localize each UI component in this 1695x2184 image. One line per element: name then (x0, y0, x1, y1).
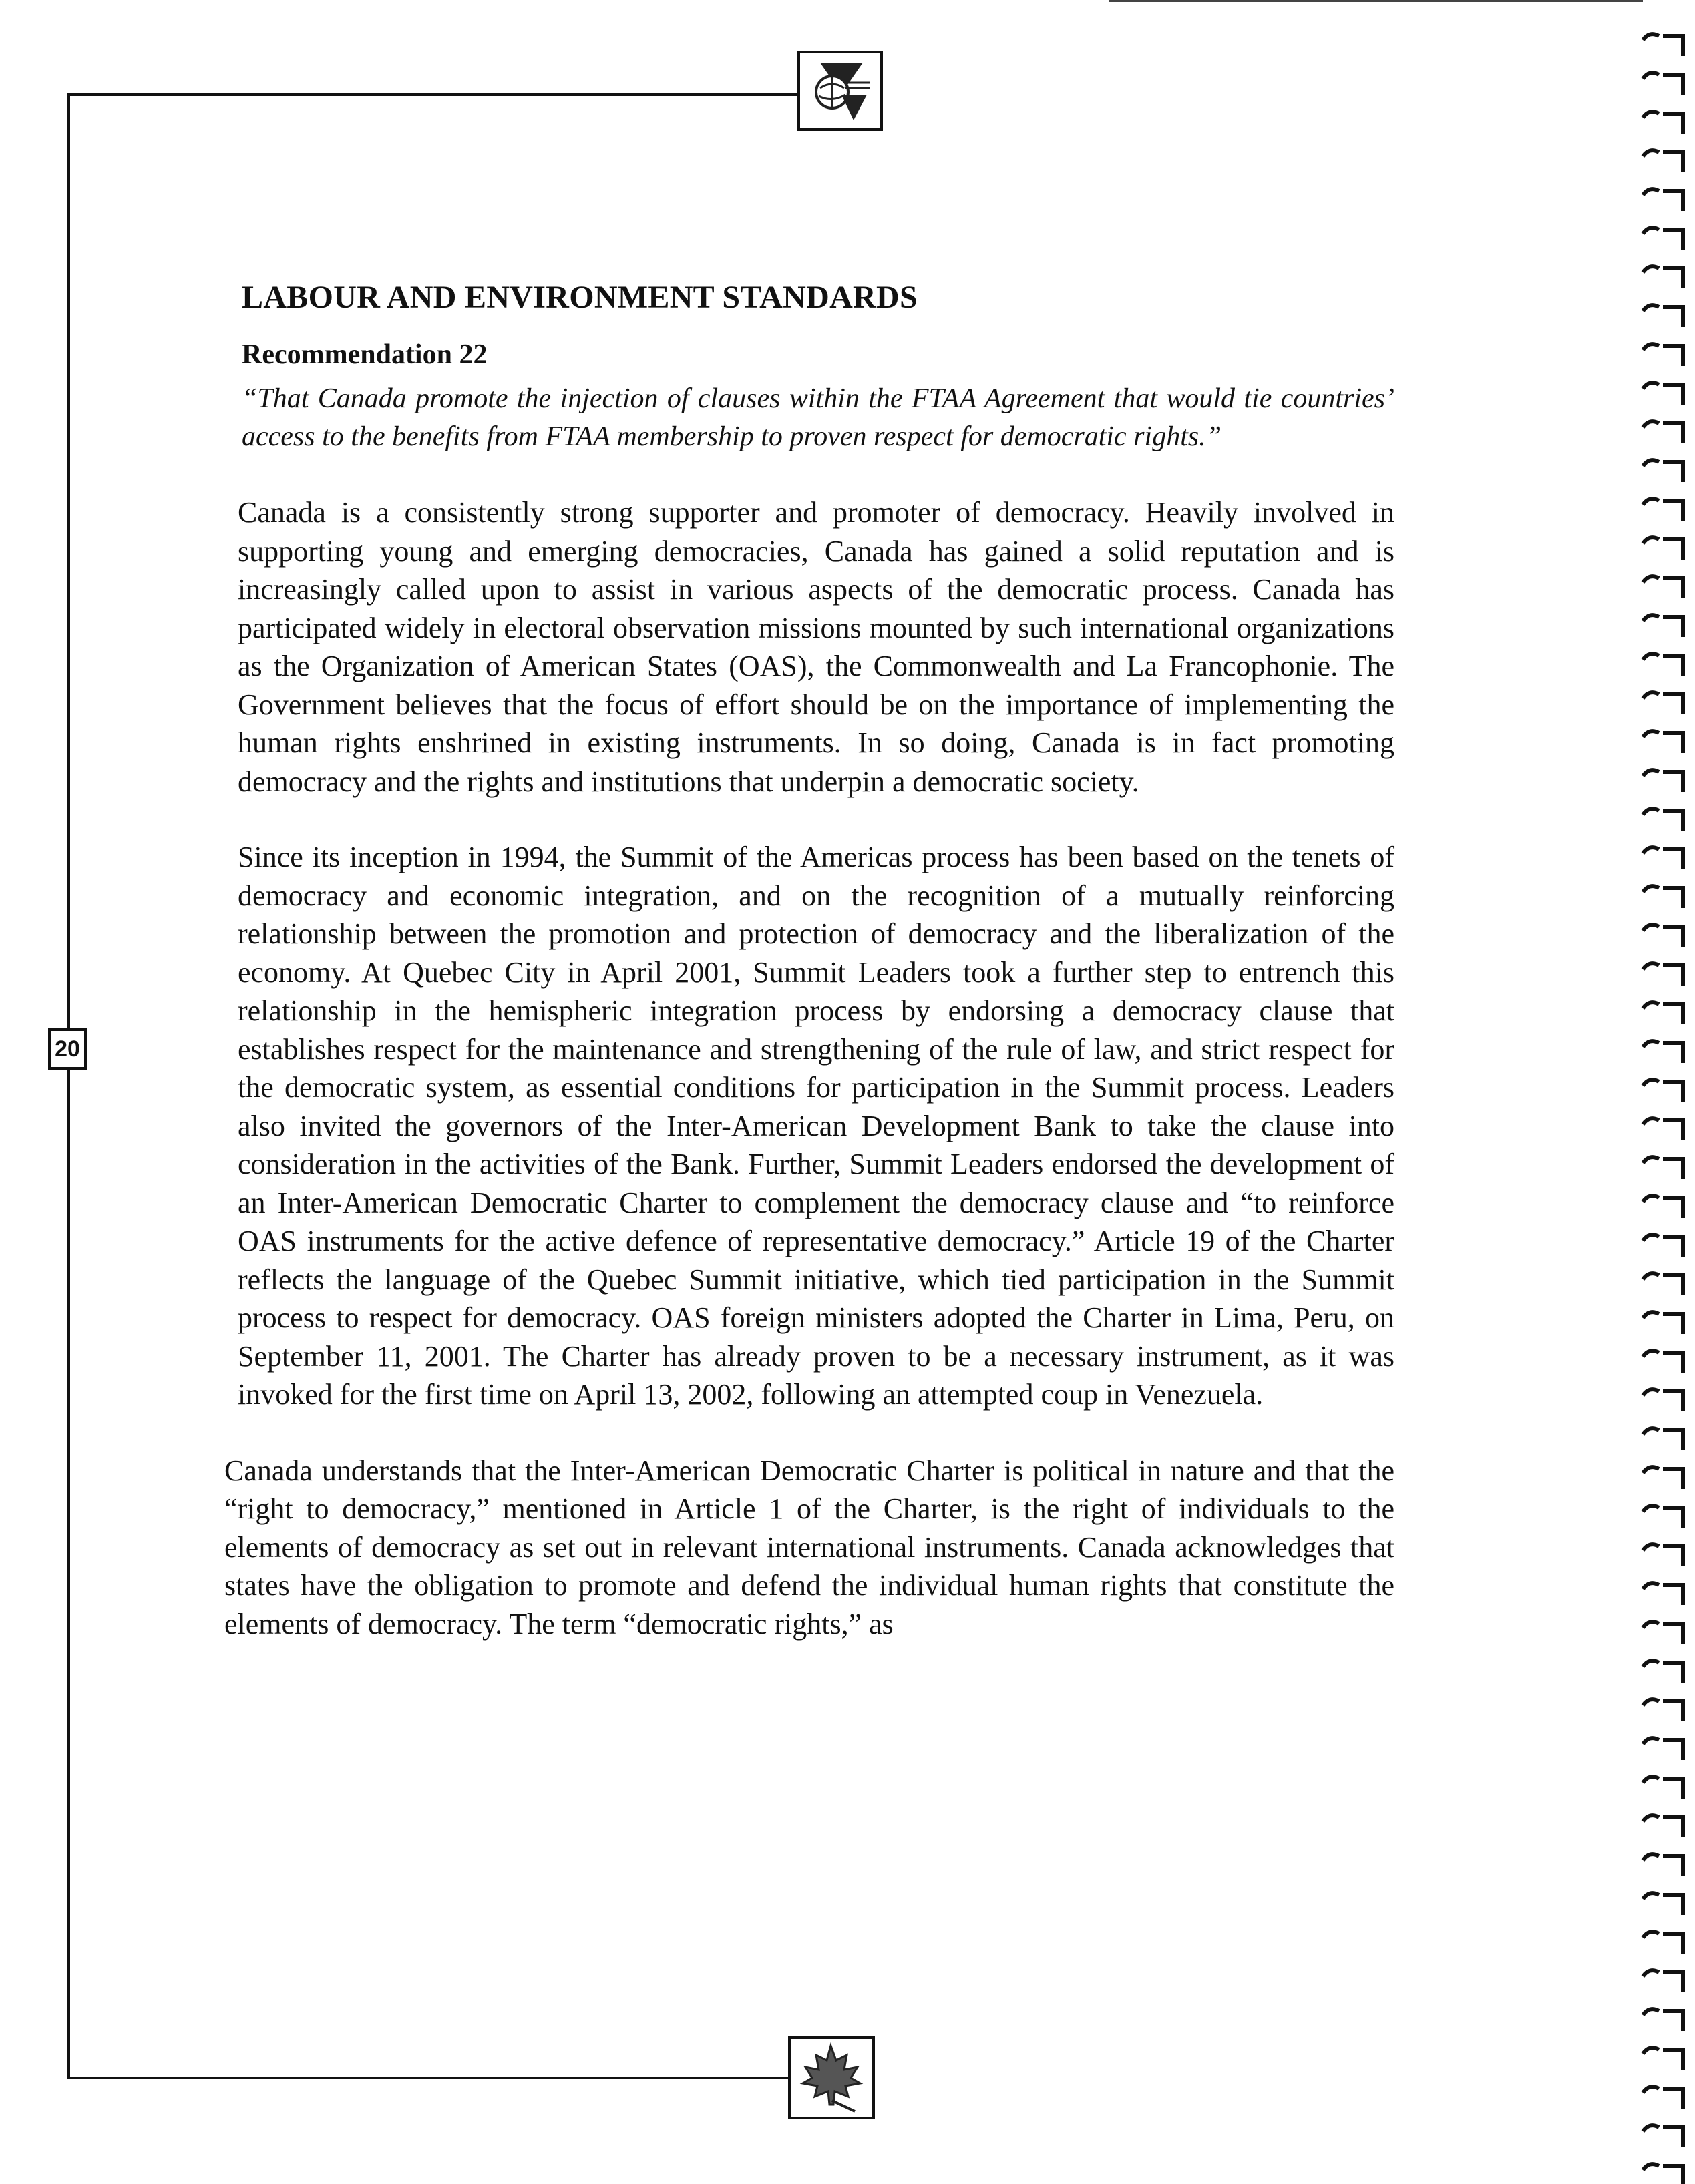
binding-coil (1643, 1854, 1683, 1876)
binding-coil (1643, 1544, 1683, 1566)
binding-coil (1643, 1235, 1683, 1257)
binding-coil (1643, 615, 1683, 637)
binding-coil (1643, 1118, 1683, 1140)
binding-coil (1643, 228, 1683, 250)
binding-coil (1643, 1080, 1683, 1102)
binding-coil (1643, 1041, 1683, 1063)
binding-coil (1643, 731, 1683, 753)
binding-coil (1643, 1932, 1683, 1954)
binding-coil (1643, 537, 1683, 560)
binding-coil (1643, 34, 1683, 56)
top-edge-line (1109, 0, 1643, 2)
binding-coil (1643, 770, 1683, 792)
binding-coil (1643, 344, 1683, 366)
bottom-emblem (788, 2036, 875, 2119)
binding-coil (1643, 1002, 1683, 1024)
binding-coil (1643, 1970, 1683, 1992)
page-number: 20 (48, 1028, 87, 1070)
top-emblem (797, 51, 883, 131)
binding-coil (1643, 383, 1683, 405)
binding-coil (1643, 112, 1683, 134)
binding-coil (1643, 2087, 1683, 2109)
binding-coil (1643, 150, 1683, 172)
frame-top-corner (67, 93, 91, 96)
binding-coil (1643, 2048, 1683, 2070)
binding-coil (1643, 1273, 1683, 1295)
binding-coil (1643, 1351, 1683, 1373)
frame-bottom-line (67, 2077, 798, 2079)
binding-coil (1643, 1506, 1683, 1528)
paragraph-summit-americas: Since its inception in 1994, the Summit of the Americas process has been based on the tenets of democracy and economic integration, and on the recognition of a mutually reinforcing relationship between the promotion and protection of democracy and the liberalization of the economy. At Quebec City in April 2001, Summit Leaders took a further step to entrench this relationship in the hemispheric integration process by endorsing a democracy clause that establishes respect for the maintenance and strengthening of the rule of law, and strict respect for the democratic system, as essential conditions for participation in the Summit process. Leaders also invited the governors of the Inter-American Development Bank to take the clause into consideration in the activities of the Bank. Further, Summit Leaders endorsed the development of an Inter-American Democratic Charter to complement the democracy clause and “to reinforce OAS instruments for the active defence of representative democracy.” Article 19 of the Charter reflects the language of the Quebec Summit initiative, which tied participation in the Summit process to respect for democracy. OAS foreign ministers adopted the Charter in Lima, Peru, on September 11, 2001. The Charter has already proven to be a necessary instrument, as it was invoked for the first time on April 13, 2002, following an attempted coup in Venezuela. (238, 841, 1394, 1411)
globe-triangle-emblem-icon (800, 53, 880, 128)
section-heading: LABOUR AND ENVIRONMENT STANDARDS (242, 280, 918, 315)
maple-leaf-emblem-icon (791, 2039, 872, 2117)
paragraph-democracy-support: Canada is a consistently strong supporter and promoter of democracy. Heavily involved in supporting young and emerging democracies, Canada has gained a solid reputation and is increasingly called upon to assist in various aspects of the democratic process. Canada has participated widely in electoral observation missions mounted by such international organizations as the Organization of American States (OAS), the Commonwealth and La Francophonie. The Government believes that the focus of effort should be on the importance of implementing the human rights enshrined in existing instruments. In so doing, Canada is in fact promoting democracy and the rights and institutions that underpin a democratic society. (238, 496, 1394, 798)
binding-coil (1643, 1893, 1683, 1915)
binding-coil (1643, 1699, 1683, 1721)
binding-coil (1643, 1389, 1683, 1411)
binding-coil (1643, 460, 1683, 482)
binding-coil (1643, 1312, 1683, 1334)
binding-coil (1643, 809, 1683, 831)
binding-coil (1643, 1583, 1683, 1605)
binding-coil (1643, 2164, 1683, 2184)
binding-coil (1643, 654, 1683, 676)
binding-coil (1643, 1661, 1683, 1683)
binding-coil (1643, 266, 1683, 288)
binding-coil (1643, 692, 1683, 714)
recommendation-title: Recommendation 22 (242, 339, 488, 370)
binding-coil (1643, 1196, 1683, 1218)
binding-coil (1643, 1738, 1683, 1760)
frame-top-line (89, 93, 797, 96)
document-body (224, 279, 1394, 1681)
binding-coil (1643, 189, 1683, 211)
binding-coil (1643, 1428, 1683, 1450)
binding-coil (1643, 2009, 1683, 2031)
binding-coil (1643, 1622, 1683, 1644)
binding-coil (1643, 886, 1683, 908)
binding-coil (1643, 499, 1683, 521)
recommendation-quote: “That Canada promote the injection of clauses within the FTAA Agreement that would tie countries’ access to the benefits from FTAA membership to proven respect for democratic rights.” (242, 383, 1394, 452)
spiral-binding-icon (1630, 0, 1695, 2184)
binding-coil (1643, 1467, 1683, 1489)
binding-coil (1643, 925, 1683, 947)
binding-coil (1643, 421, 1683, 443)
binding-coil (1643, 1157, 1683, 1179)
binding-coil (1643, 73, 1683, 95)
binding-coil (1643, 576, 1683, 598)
binding-coil (1643, 1777, 1683, 1799)
binding-coil (1643, 305, 1683, 327)
binding-coil (1643, 1815, 1683, 1837)
binding-coil (1643, 963, 1683, 986)
paragraph-democratic-charter: Canada understands that the Inter-American Democratic Charter is political in nature and that the “right to democracy,” mentioned in Article 1 of the Charter, is the right of individuals to the elements of democracy as set out in relevant international instruments. Canada acknowledges that states have the obligation to promote and defend the individual human rights that constitute the elements of democracy. The term “democratic rights,” as (224, 1454, 1394, 1641)
binding-coil (1643, 2125, 1683, 2147)
frame-left-line (67, 93, 70, 2079)
binding-coil (1643, 847, 1683, 869)
